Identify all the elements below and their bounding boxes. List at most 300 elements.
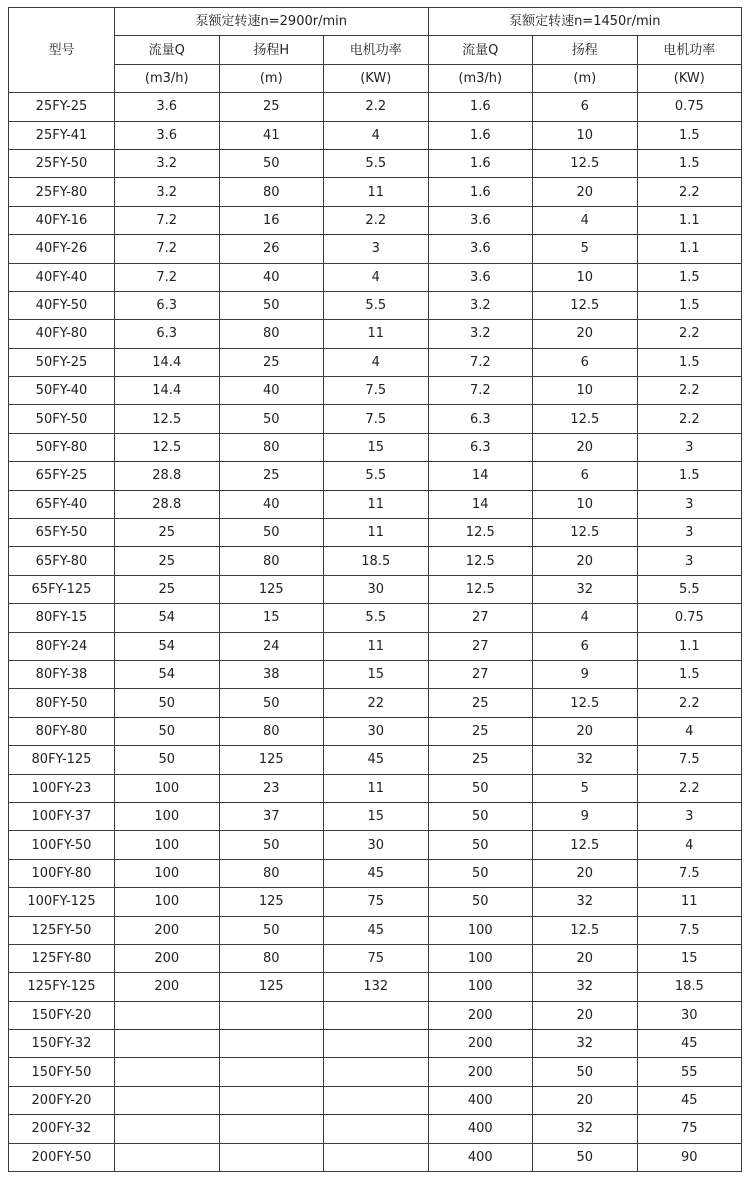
head-2900-cell: 24 [219,632,324,660]
model-cell: 80FY-38 [9,660,115,688]
power-1450-cell: 18.5 [637,973,742,1001]
head-1450-cell: 10 [533,377,638,405]
power-1450-cell: 1.5 [637,149,742,177]
power-2900-cell [324,1115,429,1143]
flow-1450-cell: 27 [428,604,533,632]
flow-2900-cell: 200 [115,944,220,972]
head-1450-cell: 5 [533,774,638,802]
flow-1450-cell: 7.2 [428,348,533,376]
flow-1450-cell: 12.5 [428,547,533,575]
flow-1450-cell: 12.5 [428,519,533,547]
power-1450-cell: 7.5 [637,916,742,944]
head-2900-cell [219,1001,324,1029]
head-2900-cell: 40 [219,263,324,291]
flow-2900-cell [115,1058,220,1086]
power-1450-cell: 3 [637,547,742,575]
power-1450-cell: 1.1 [637,632,742,660]
power-2900-cell: 4 [324,263,429,291]
model-cell: 25FY-80 [9,178,115,206]
head-1450-cell: 12.5 [533,831,638,859]
header-row-groups [9,8,742,36]
table-row [9,377,742,405]
power-2900-cell: 3 [324,235,429,263]
table-row [9,1030,742,1058]
model-cell: 40FY-50 [9,291,115,319]
table-row [9,859,742,887]
flow-1450-cell: 27 [428,632,533,660]
model-cell: 150FY-50 [9,1058,115,1086]
table-row [9,178,742,206]
power-2900-cell: 45 [324,916,429,944]
head-2900-cell: 80 [219,717,324,745]
unit-head-2900: (m) [219,64,324,92]
head-2900-cell: 80 [219,547,324,575]
unit-power-2900: (KW) [324,64,429,92]
head-1450-cell: 20 [533,547,638,575]
power-1450-cell: 2.2 [637,774,742,802]
power-1450-cell: 2.2 [637,405,742,433]
power-2900-cell: 5.5 [324,462,429,490]
flow-2900-cell: 12.5 [115,405,220,433]
power-2900-cell: 30 [324,717,429,745]
model-cell: 125FY-125 [9,973,115,1001]
flow-2900-cell: 3.2 [115,149,220,177]
model-cell: 50FY-40 [9,377,115,405]
model-cell: 50FY-50 [9,405,115,433]
table-row [9,916,742,944]
power-1450-cell: 30 [637,1001,742,1029]
head-2900-cell [219,1058,324,1086]
power-1450-cell: 1.5 [637,462,742,490]
flow-1450-cell: 50 [428,888,533,916]
head-1450-cell: 20 [533,433,638,461]
flow-1450-cell: 1.6 [428,121,533,149]
power-2900-cell: 7.5 [324,405,429,433]
power-1450-cell: 15 [637,944,742,972]
flow-1450-cell: 3.6 [428,235,533,263]
power-2900-cell: 22 [324,689,429,717]
power-1450-cell: 0.75 [637,93,742,121]
table-row [9,121,742,149]
flow-1450-cell: 200 [428,1058,533,1086]
power-1450-cell: 7.5 [637,859,742,887]
col-header-flow-2900: 流量Q [115,36,220,64]
head-2900-cell: 16 [219,206,324,234]
table-row [9,519,742,547]
head-1450-cell: 12.5 [533,405,638,433]
model-cell: 80FY-24 [9,632,115,660]
flow-1450-cell: 1.6 [428,149,533,177]
head-2900-cell: 125 [219,575,324,603]
flow-1450-cell: 25 [428,717,533,745]
power-1450-cell: 90 [637,1143,742,1171]
head-1450-cell: 12.5 [533,689,638,717]
head-2900-cell: 50 [219,149,324,177]
flow-2900-cell: 3.2 [115,178,220,206]
flow-1450-cell: 3.2 [428,320,533,348]
flow-1450-cell: 25 [428,689,533,717]
flow-1450-cell: 50 [428,831,533,859]
power-1450-cell: 1.1 [637,235,742,263]
model-cell: 40FY-16 [9,206,115,234]
table-row [9,632,742,660]
flow-1450-cell: 100 [428,916,533,944]
flow-1450-cell: 6.3 [428,433,533,461]
flow-1450-cell: 6.3 [428,405,533,433]
head-1450-cell: 32 [533,1030,638,1058]
table-row [9,149,742,177]
head-1450-cell: 32 [533,888,638,916]
head-2900-cell [219,1115,324,1143]
head-1450-cell: 10 [533,263,638,291]
unit-flow-1450: (m3/h) [428,64,533,92]
head-1450-cell: 6 [533,632,638,660]
model-cell: 150FY-32 [9,1030,115,1058]
table-row [9,235,742,263]
group-header-2900: 泵额定转速n=2900r/min [115,8,429,36]
head-1450-cell: 10 [533,490,638,518]
head-1450-cell: 12.5 [533,519,638,547]
table-row [9,575,742,603]
head-2900-cell: 50 [219,519,324,547]
model-cell: 65FY-50 [9,519,115,547]
power-2900-cell [324,1143,429,1171]
power-2900-cell: 18.5 [324,547,429,575]
power-2900-cell: 75 [324,944,429,972]
head-2900-cell: 25 [219,462,324,490]
unit-flow-2900: (m3/h) [115,64,220,92]
col-header-flow-1450: 流量Q [428,36,533,64]
flow-2900-cell: 100 [115,831,220,859]
flow-2900-cell: 50 [115,717,220,745]
flow-1450-cell: 3.6 [428,206,533,234]
model-cell: 150FY-20 [9,1001,115,1029]
table-row [9,746,742,774]
flow-1450-cell: 200 [428,1001,533,1029]
power-1450-cell: 3 [637,433,742,461]
head-2900-cell: 40 [219,490,324,518]
flow-2900-cell: 54 [115,632,220,660]
power-2900-cell: 4 [324,348,429,376]
head-1450-cell: 5 [533,235,638,263]
power-2900-cell: 15 [324,660,429,688]
flow-1450-cell: 50 [428,802,533,830]
model-cell: 100FY-37 [9,802,115,830]
head-1450-cell: 9 [533,802,638,830]
flow-1450-cell: 12.5 [428,575,533,603]
power-1450-cell: 1.5 [637,291,742,319]
power-2900-cell [324,1058,429,1086]
flow-2900-cell: 54 [115,660,220,688]
head-1450-cell: 20 [533,859,638,887]
flow-2900-cell: 100 [115,802,220,830]
flow-1450-cell: 7.2 [428,377,533,405]
power-2900-cell: 11 [324,774,429,802]
power-1450-cell: 5.5 [637,575,742,603]
model-cell: 200FY-32 [9,1115,115,1143]
head-2900-cell: 50 [219,689,324,717]
power-2900-cell: 11 [324,632,429,660]
flow-2900-cell: 7.2 [115,263,220,291]
head-2900-cell: 15 [219,604,324,632]
model-cell: 80FY-50 [9,689,115,717]
head-1450-cell: 12.5 [533,916,638,944]
table-row [9,405,742,433]
header-row-units [9,64,742,92]
model-cell: 65FY-40 [9,490,115,518]
table-row [9,831,742,859]
flow-1450-cell: 50 [428,774,533,802]
flow-1450-cell: 100 [428,944,533,972]
flow-2900-cell: 25 [115,547,220,575]
head-1450-cell: 6 [533,462,638,490]
head-1450-cell: 4 [533,206,638,234]
model-cell: 100FY-125 [9,888,115,916]
head-2900-cell: 80 [219,178,324,206]
table-row [9,1086,742,1114]
table-body [9,93,742,1172]
power-1450-cell: 1.5 [637,263,742,291]
head-1450-cell: 20 [533,320,638,348]
model-cell: 100FY-80 [9,859,115,887]
flow-1450-cell: 100 [428,973,533,1001]
head-2900-cell [219,1143,324,1171]
head-1450-cell: 10 [533,121,638,149]
head-2900-cell: 23 [219,774,324,802]
power-1450-cell: 0.75 [637,604,742,632]
table-row [9,604,742,632]
flow-2900-cell: 100 [115,774,220,802]
unit-head-1450: (m) [533,64,638,92]
table-row [9,291,742,319]
power-1450-cell: 2.2 [637,320,742,348]
power-1450-cell: 7.5 [637,746,742,774]
head-2900-cell: 125 [219,888,324,916]
head-1450-cell: 50 [533,1143,638,1171]
table-row [9,1001,742,1029]
flow-2900-cell: 54 [115,604,220,632]
flow-2900-cell: 14.4 [115,348,220,376]
model-cell: 100FY-23 [9,774,115,802]
table-row [9,717,742,745]
flow-2900-cell: 28.8 [115,462,220,490]
table-row [9,263,742,291]
head-2900-cell: 25 [219,93,324,121]
head-2900-cell: 26 [219,235,324,263]
table-row [9,547,742,575]
flow-2900-cell [115,1030,220,1058]
head-2900-cell [219,1086,324,1114]
power-1450-cell: 3 [637,802,742,830]
model-cell: 200FY-50 [9,1143,115,1171]
power-1450-cell: 1.5 [637,660,742,688]
model-cell: 50FY-80 [9,433,115,461]
model-cell: 80FY-80 [9,717,115,745]
power-2900-cell [324,1086,429,1114]
power-2900-cell: 11 [324,490,429,518]
power-1450-cell: 1.5 [637,121,742,149]
head-2900-cell: 125 [219,746,324,774]
model-cell: 65FY-80 [9,547,115,575]
table-row [9,320,742,348]
head-2900-cell: 80 [219,859,324,887]
head-2900-cell: 80 [219,433,324,461]
flow-1450-cell: 14 [428,462,533,490]
power-2900-cell: 11 [324,519,429,547]
head-1450-cell: 6 [533,348,638,376]
flow-1450-cell: 1.6 [428,93,533,121]
table-row [9,689,742,717]
head-2900-cell: 80 [219,944,324,972]
table-row [9,973,742,1001]
model-cell: 200FY-20 [9,1086,115,1114]
head-2900-cell: 50 [219,405,324,433]
head-2900-cell: 50 [219,291,324,319]
col-header-power-2900: 电机功率 [324,36,429,64]
power-1450-cell: 75 [637,1115,742,1143]
table-row [9,462,742,490]
power-2900-cell: 45 [324,859,429,887]
flow-1450-cell: 400 [428,1143,533,1171]
table-row [9,1143,742,1171]
head-1450-cell: 50 [533,1058,638,1086]
head-1450-cell: 20 [533,1086,638,1114]
head-2900-cell: 38 [219,660,324,688]
model-cell: 65FY-25 [9,462,115,490]
power-2900-cell: 75 [324,888,429,916]
model-cell: 40FY-80 [9,320,115,348]
power-1450-cell: 55 [637,1058,742,1086]
power-2900-cell: 5.5 [324,149,429,177]
flow-2900-cell: 3.6 [115,93,220,121]
model-cell: 125FY-50 [9,916,115,944]
table-row [9,802,742,830]
flow-2900-cell [115,1001,220,1029]
power-1450-cell: 45 [637,1030,742,1058]
power-2900-cell: 132 [324,973,429,1001]
head-1450-cell: 32 [533,1115,638,1143]
table-row [9,93,742,121]
model-cell: 25FY-50 [9,149,115,177]
flow-1450-cell: 200 [428,1030,533,1058]
flow-1450-cell: 27 [428,660,533,688]
head-2900-cell [219,1030,324,1058]
flow-2900-cell: 28.8 [115,490,220,518]
power-2900-cell: 30 [324,831,429,859]
power-2900-cell: 4 [324,121,429,149]
head-2900-cell: 40 [219,377,324,405]
power-2900-cell: 45 [324,746,429,774]
table-row [9,490,742,518]
head-1450-cell: 12.5 [533,149,638,177]
flow-2900-cell: 6.3 [115,291,220,319]
head-1450-cell: 32 [533,973,638,1001]
power-1450-cell: 11 [637,888,742,916]
power-2900-cell: 2.2 [324,93,429,121]
power-1450-cell: 1.1 [637,206,742,234]
power-2900-cell: 5.5 [324,604,429,632]
table-row [9,774,742,802]
model-cell: 65FY-125 [9,575,115,603]
head-1450-cell: 6 [533,93,638,121]
flow-1450-cell: 400 [428,1086,533,1114]
flow-2900-cell: 3.6 [115,121,220,149]
power-1450-cell: 2.2 [637,178,742,206]
pump-spec-table [8,7,742,1172]
power-2900-cell: 15 [324,433,429,461]
flow-2900-cell [115,1143,220,1171]
flow-1450-cell: 14 [428,490,533,518]
model-cell: 25FY-41 [9,121,115,149]
head-1450-cell: 32 [533,746,638,774]
power-1450-cell: 3 [637,519,742,547]
col-header-head-2900: 扬程H [219,36,324,64]
model-cell: 40FY-26 [9,235,115,263]
table-row [9,348,742,376]
power-1450-cell: 3 [637,490,742,518]
head-2900-cell: 25 [219,348,324,376]
header-row-names [9,36,742,64]
model-cell: 25FY-25 [9,93,115,121]
flow-1450-cell: 3.2 [428,291,533,319]
head-1450-cell: 4 [533,604,638,632]
unit-power-1450: (KW) [637,64,742,92]
model-cell: 125FY-80 [9,944,115,972]
power-1450-cell: 4 [637,831,742,859]
model-cell: 40FY-40 [9,263,115,291]
table-row [9,433,742,461]
flow-2900-cell [115,1115,220,1143]
flow-2900-cell: 200 [115,973,220,1001]
model-cell: 100FY-50 [9,831,115,859]
head-1450-cell: 32 [533,575,638,603]
table-row [9,1058,742,1086]
flow-2900-cell [115,1086,220,1114]
power-2900-cell [324,1030,429,1058]
head-1450-cell: 20 [533,944,638,972]
head-1450-cell: 12.5 [533,291,638,319]
flow-2900-cell: 7.2 [115,235,220,263]
flow-2900-cell: 7.2 [115,206,220,234]
power-2900-cell: 5.5 [324,291,429,319]
flow-1450-cell: 50 [428,859,533,887]
power-2900-cell: 11 [324,178,429,206]
flow-1450-cell: 3.6 [428,263,533,291]
col-header-power-1450: 电机功率 [637,36,742,64]
flow-1450-cell: 25 [428,746,533,774]
model-cell: 50FY-25 [9,348,115,376]
flow-2900-cell: 100 [115,888,220,916]
group-header-1450: 泵额定转速n=1450r/min [428,8,742,36]
power-2900-cell: 2.2 [324,206,429,234]
head-1450-cell: 20 [533,717,638,745]
flow-2900-cell: 25 [115,575,220,603]
head-1450-cell: 20 [533,178,638,206]
power-1450-cell: 2.2 [637,377,742,405]
flow-2900-cell: 25 [115,519,220,547]
power-1450-cell: 45 [637,1086,742,1114]
power-2900-cell: 30 [324,575,429,603]
head-2900-cell: 41 [219,121,324,149]
model-header: 型号 [9,8,115,93]
flow-2900-cell: 100 [115,859,220,887]
power-1450-cell: 2.2 [637,689,742,717]
power-2900-cell [324,1001,429,1029]
head-2900-cell: 37 [219,802,324,830]
power-2900-cell: 15 [324,802,429,830]
head-1450-cell: 9 [533,660,638,688]
power-1450-cell: 4 [637,717,742,745]
